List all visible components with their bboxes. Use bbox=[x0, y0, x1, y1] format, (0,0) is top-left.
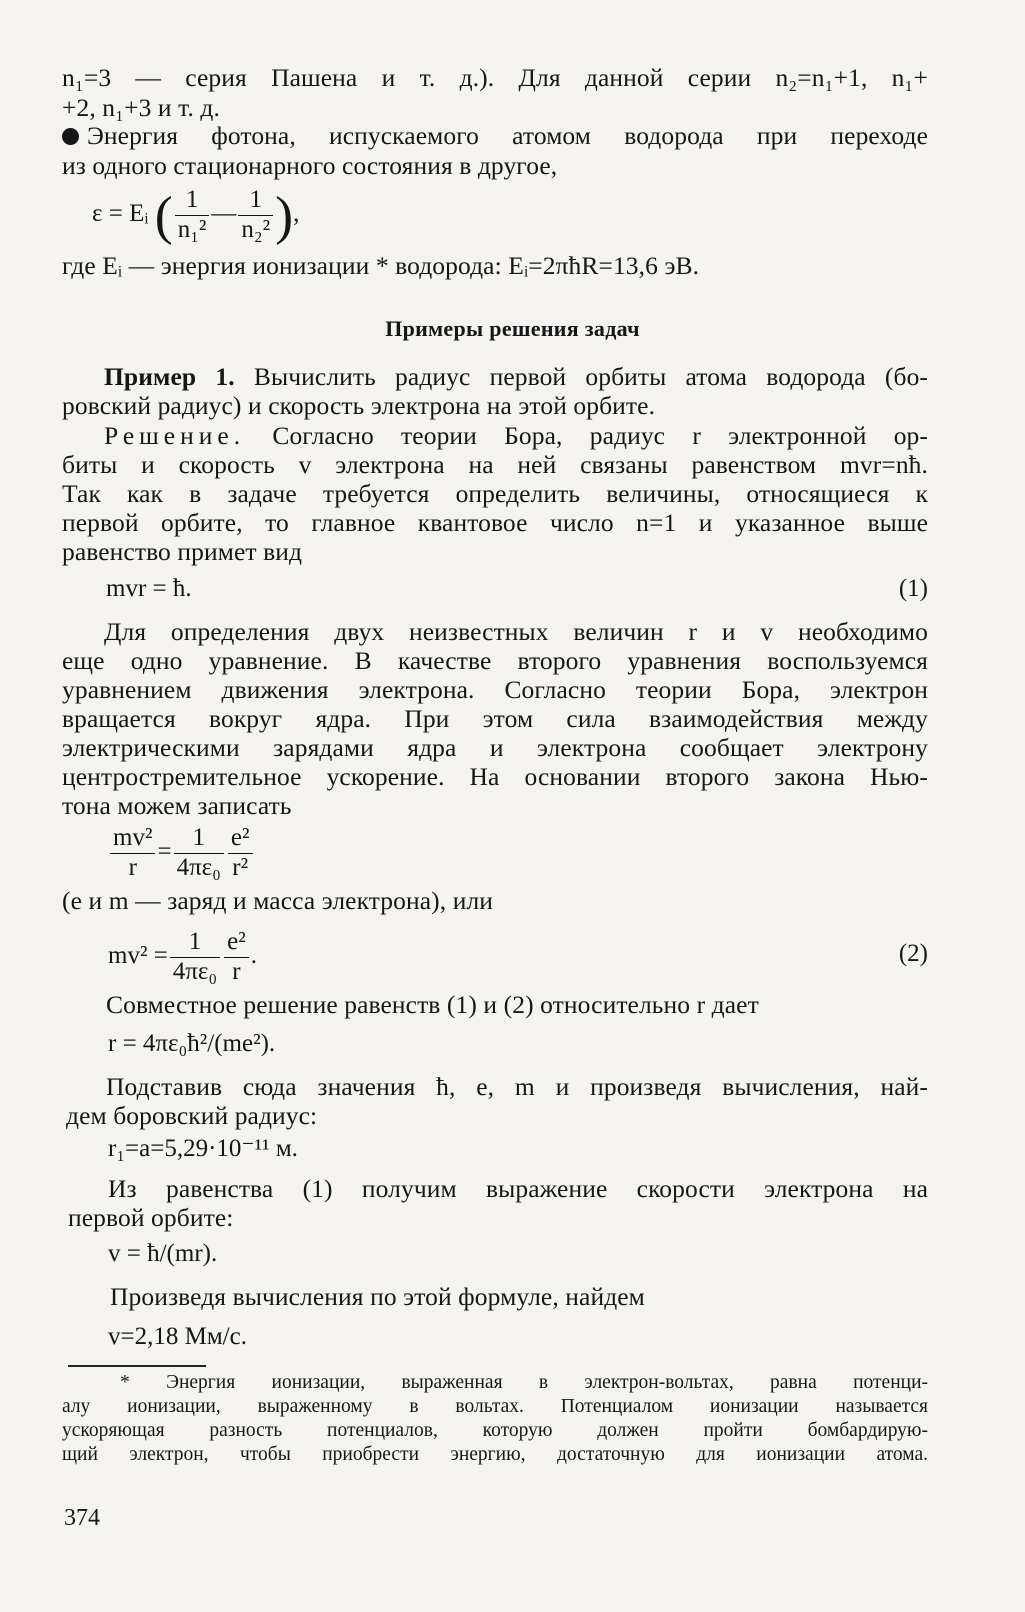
text-line-bullet bbox=[62, 121, 928, 151]
formula-lhs: ε = Eᵢ bbox=[92, 199, 149, 227]
fraction: $\frac{1}{\text{4πε₀}}$ bbox=[174, 824, 224, 883]
formula-velocity: v = ħ/(mr). bbox=[108, 1240, 218, 1267]
bohr-radius-value: r₁=a=5,29·10⁻¹¹ м. bbox=[108, 1135, 298, 1162]
fraction: $\frac{1}{\text{n₁²}}$ bbox=[175, 186, 210, 245]
fraction: $\frac{1}{\text{n₂²}}$ bbox=[238, 186, 273, 245]
footnote-line: * Энергия ионизации, выраженная в электрон-вольтах, равна потенци- bbox=[120, 1372, 928, 1393]
text-line: вращается вокруг ядра. При этом сила взаимодействия между bbox=[62, 704, 928, 733]
text-line: Совместное решение равенств (1) и (2) относительно r дает bbox=[106, 990, 759, 1019]
page-number: 374 bbox=[64, 1505, 100, 1531]
text-line: Так как в задаче требуется определить величины, относящиеся к bbox=[62, 479, 928, 508]
text-line: дем боровский радиус: bbox=[66, 1101, 318, 1130]
text-line: биты и скорость v электрона на ней связаны равенством mvr=nħ. bbox=[62, 450, 928, 479]
equation-number: (2) bbox=[898, 940, 928, 967]
footnote-line: ускоряющая разность потенциалов, которую должен пройти бомбардирую- bbox=[62, 1420, 928, 1441]
text-line: Для определения двух неизвестных величин r и v необходимо bbox=[104, 617, 928, 646]
fraction: $\frac{1}{\text{4πε₀}}$ bbox=[170, 928, 220, 987]
text-line: уравнением движения электрона. Согласно теории Бора, электрон bbox=[62, 675, 928, 704]
fraction: $\frac{\text{e²}}{\text{r²}}$ bbox=[228, 824, 253, 883]
text-line: еще одно уравнение. В качестве второго уравнения воспользуемся bbox=[62, 646, 928, 675]
text-line: равенство примет вид bbox=[62, 537, 303, 566]
text-line: ровский радиус) и скорость электрона на этой орбите. bbox=[62, 391, 656, 420]
bullet-icon bbox=[62, 128, 79, 145]
text-line: первой орбите, то главное квантовое число n=1 и указанное выше bbox=[62, 508, 928, 537]
text-line: (e и m — заряд и масса электрона), или bbox=[62, 886, 494, 915]
equation-number: (1) bbox=[898, 575, 928, 602]
equation-2: mv² = $\frac{1}{\text{4πε₀}}$ $\frac{\text{e²}}{r}$ . bbox=[108, 928, 257, 985]
text-line: из одного стационарного состояния в другое, bbox=[62, 151, 558, 180]
text-line: электрическими зарядами ядра и электрона сообщает электрону bbox=[62, 733, 928, 762]
formula-photon-energy: ε = Eᵢ ( $\frac{1}{\text{n₁²}}$ — $\frac{1}{\text{n₂²}}$ ), bbox=[92, 185, 300, 246]
formula-newton: $\frac{\text{mv²}}{r}$ = $\frac{1}{\text{4πε₀}}$ $\frac{\text{e²}}{\text{r²}}$ bbox=[108, 824, 255, 883]
text-line: Подставив сюда значения ħ, e, m и произведя вычисления, най- bbox=[106, 1072, 928, 1101]
text-line: где Eᵢ — энергия ионизации * водорода: Eᵢ=2πħR=13,6 эВ. bbox=[62, 251, 700, 280]
fraction: $\frac{\text{e²}}{r}$ bbox=[224, 928, 249, 987]
text-line: Из равенства (1) получим выражение скорости электрона на bbox=[108, 1174, 928, 1203]
text-line: центростремительное ускорение. На основании второго закона Нью- bbox=[62, 762, 928, 791]
fraction: $\frac{\text{mv²}}{r}$ bbox=[110, 824, 155, 883]
text-line: Произведя вычисления по этой формуле, найдем bbox=[110, 1282, 645, 1311]
text-line: тона можем записать bbox=[62, 791, 292, 820]
example-label: Пример 1. bbox=[104, 362, 235, 391]
solution-line: Решение. Согласно теории Бора, радиус r электронной ор- bbox=[104, 421, 928, 450]
footnote-divider bbox=[68, 1365, 206, 1367]
solution-label: Решение. bbox=[104, 421, 246, 450]
text-line: n₁=3 — серия Пашена и т. д.). Для данной серии n₂=n₁+1, n₁+ bbox=[62, 63, 928, 92]
section-heading: Примеры решения задач bbox=[385, 316, 640, 341]
equation-1: mvr = ħ. bbox=[106, 575, 192, 602]
paren-close: ) bbox=[275, 185, 294, 246]
text-line: первой орбите: bbox=[68, 1203, 234, 1232]
paren-open: ( bbox=[154, 185, 173, 246]
velocity-value: v=2,18 Мм/с. bbox=[108, 1323, 247, 1350]
text-line: +2, n₁+3 и т. д. bbox=[62, 93, 220, 122]
footnote-line: алу ионизации, выраженному в вольтах. Потенциалом ионизации называется bbox=[62, 1396, 928, 1417]
footnote-line: щий электрон, чтобы приобрести энергию, достаточную для ионизации атома. bbox=[62, 1444, 928, 1465]
example-line: Пример 1. Вычислить радиус первой орбиты атома водорода (бо- bbox=[104, 362, 929, 391]
text-line: Энергия фотона, испускаемого атомом водорода при переходе bbox=[87, 121, 928, 150]
formula-radius: r = 4πε₀ħ²/(me²). bbox=[108, 1030, 276, 1057]
